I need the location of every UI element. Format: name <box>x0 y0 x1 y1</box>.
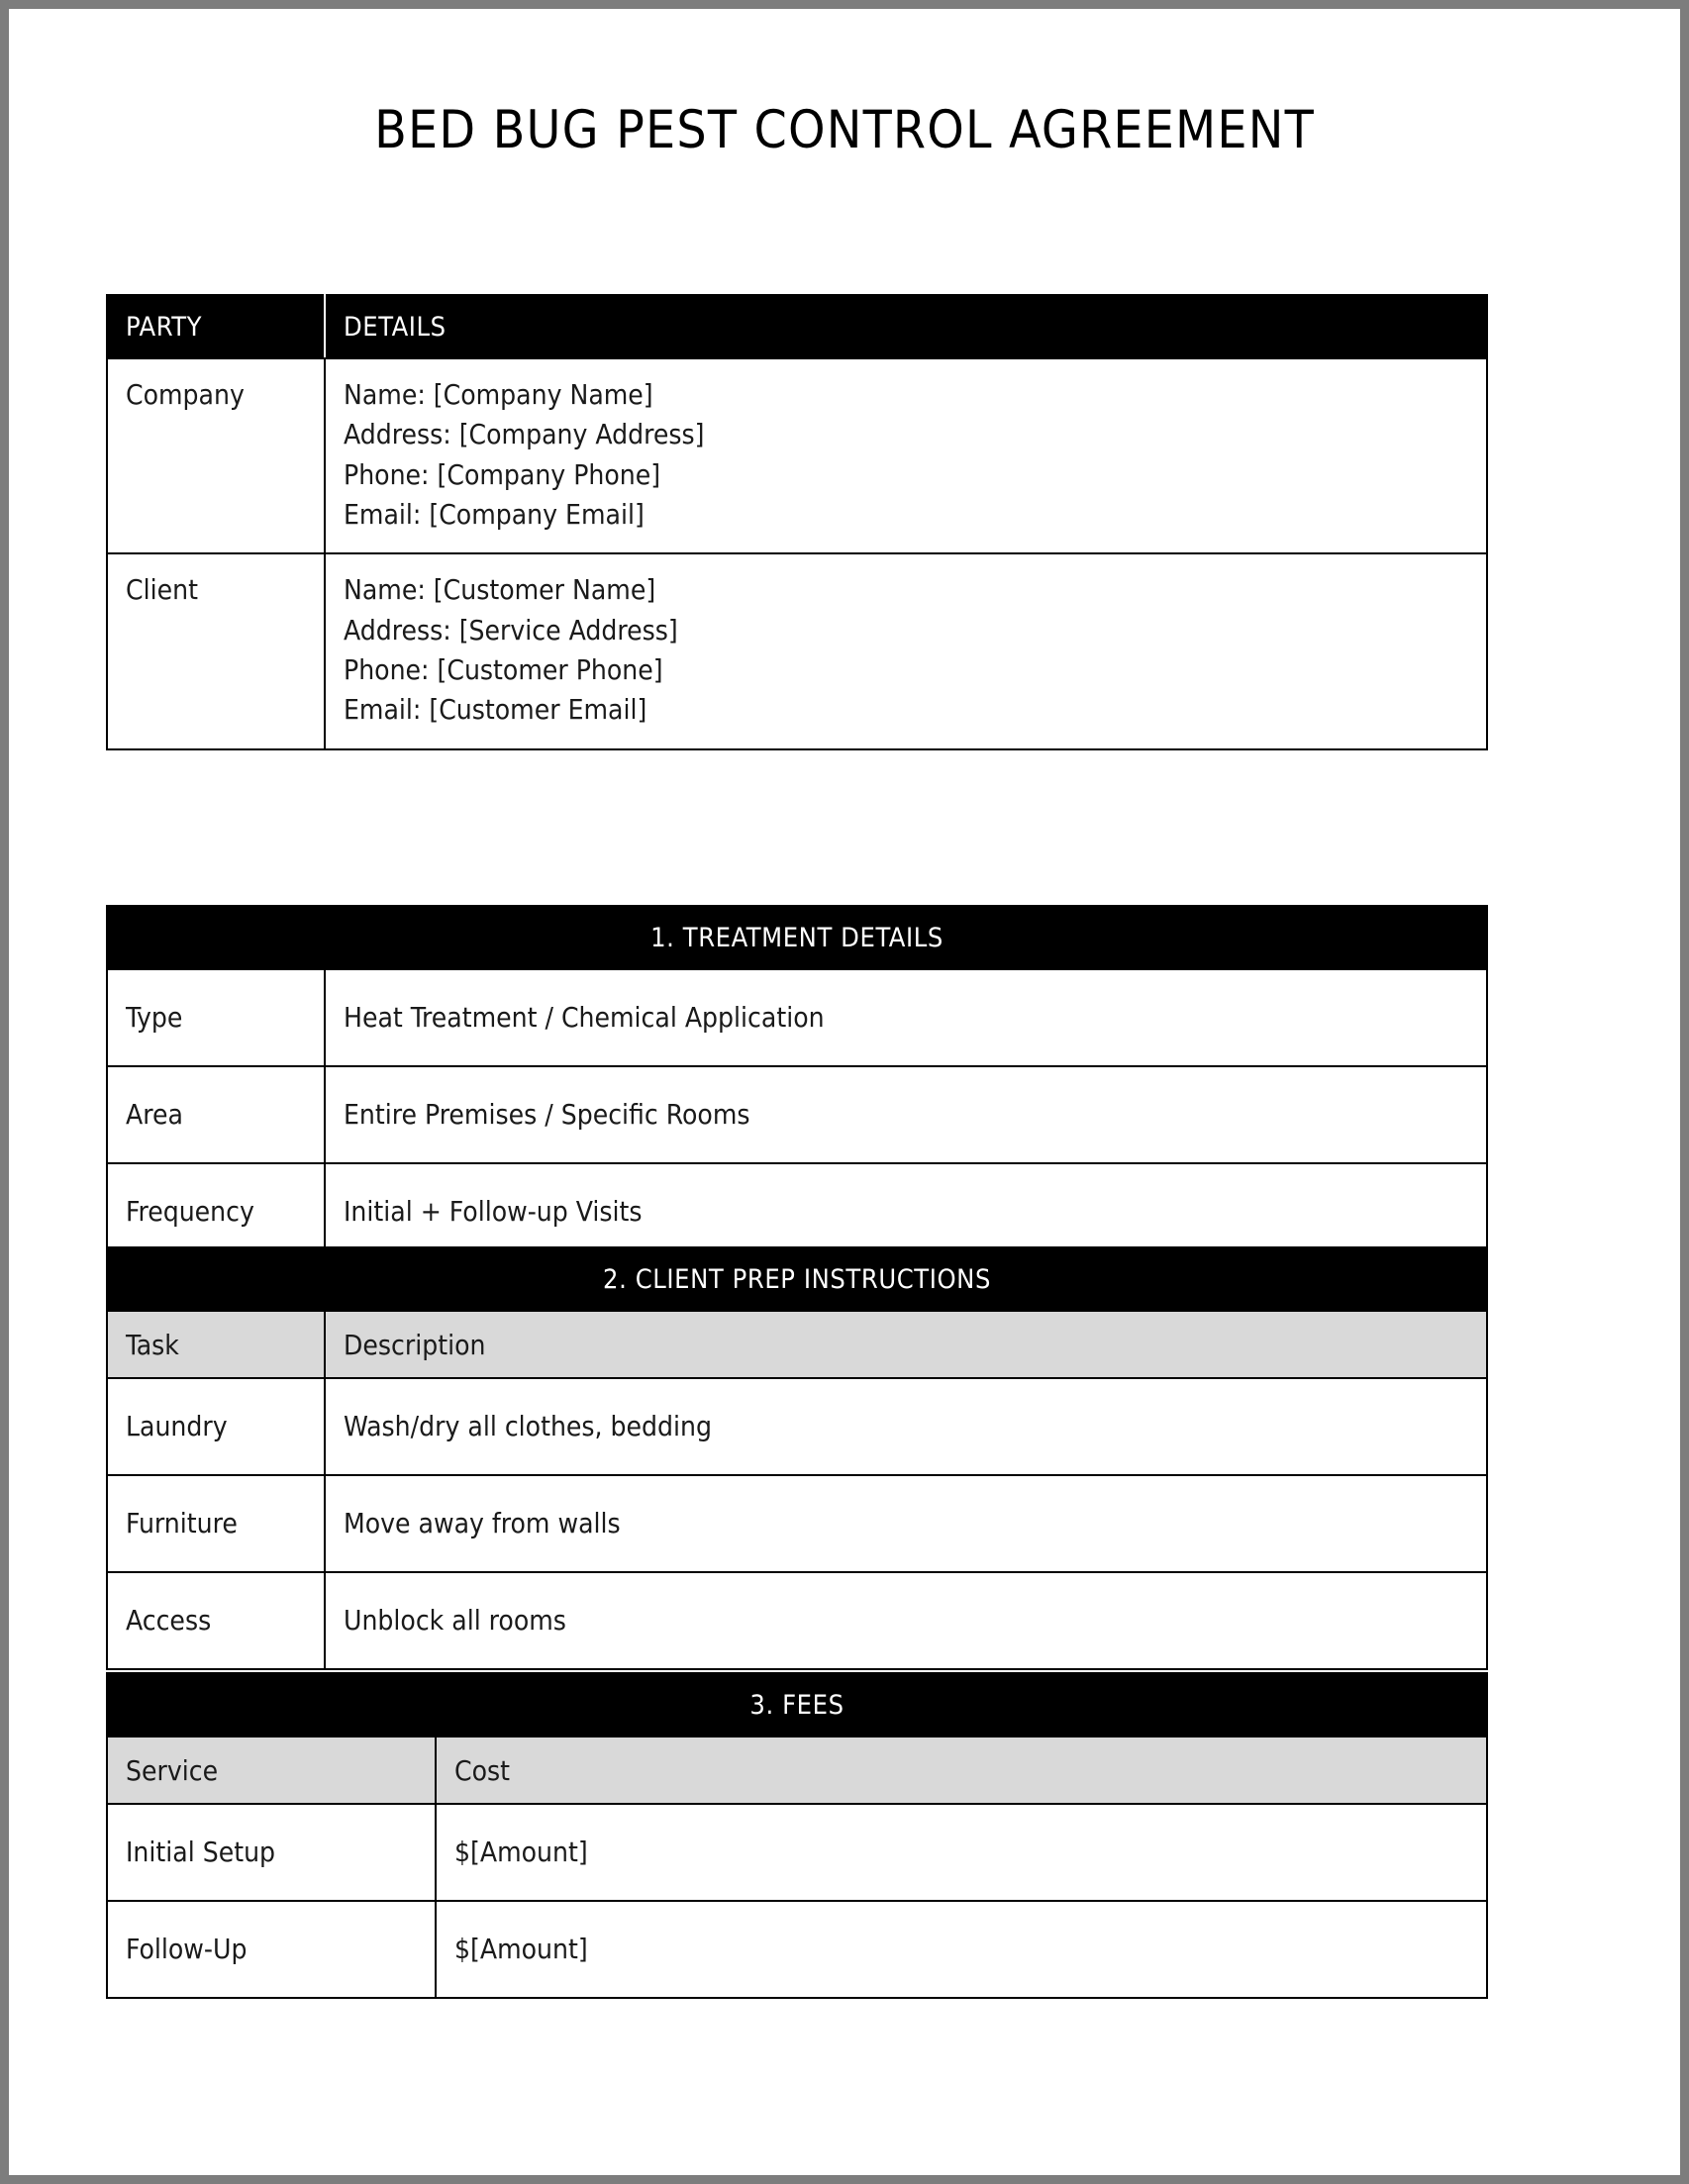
table-row <box>107 1572 1487 1669</box>
document-page <box>9 9 1680 2175</box>
column-header-party: PARTY <box>107 295 325 358</box>
prep-task-furniture: Furniture <box>107 1475 325 1572</box>
column-header-service: Service <box>107 1737 436 1804</box>
treatment-label-area: Area <box>107 1066 325 1163</box>
treatment-value-area: Entire Premises / Specific Rooms <box>325 1066 1487 1163</box>
fees-table <box>106 1672 1488 1999</box>
fee-cost-initial-setup: $[Amount] <box>436 1804 1487 1901</box>
section-title-fees: 3. FEES <box>107 1673 1487 1737</box>
column-header-details: DETAILS <box>325 295 1487 358</box>
table-row <box>107 1066 1487 1163</box>
company-address-line: Address: [Company Address] <box>344 418 705 451</box>
client-phone-line: Phone: [Customer Phone] <box>344 652 663 686</box>
parties-table <box>106 294 1488 750</box>
table-row <box>107 553 1487 748</box>
table-row <box>107 1804 1487 1901</box>
table-row <box>107 1378 1487 1475</box>
treatment-label-frequency: Frequency <box>107 1163 325 1260</box>
section-title-treatment-details: 1. TREATMENT DETAILS <box>107 906 1487 969</box>
party-details-company <box>325 358 1487 553</box>
column-header-description: Description <box>325 1311 1487 1378</box>
company-phone-line: Phone: [Company Phone] <box>344 457 661 491</box>
table-row <box>107 969 1487 1066</box>
prep-description-laundry: Wash/dry all clothes, bedding <box>325 1378 1487 1475</box>
prep-task-access: Access <box>107 1572 325 1669</box>
table-header-row <box>107 295 1487 358</box>
section-header-row <box>107 1673 1487 1737</box>
client-email-line: Email: [Customer Email] <box>344 693 647 727</box>
section-header-row <box>107 906 1487 969</box>
treatment-label-type: Type <box>107 969 325 1066</box>
section-header-row <box>107 1247 1487 1311</box>
treatment-value-type: Heat Treatment / Chemical Application <box>325 969 1487 1066</box>
client-name-line: Name: [Customer Name] <box>344 573 656 607</box>
company-name-line: Name: [Company Name] <box>344 378 653 411</box>
table-subheader-row <box>107 1737 1487 1804</box>
page-title: BED BUG PEST CONTROL AGREEMENT <box>374 100 1315 160</box>
treatment-value-frequency: Initial + Follow-up Visits <box>325 1163 1487 1260</box>
treatment-details-table <box>106 905 1488 1261</box>
party-label-company: Company <box>107 358 325 553</box>
fee-cost-follow-up: $[Amount] <box>436 1901 1487 1998</box>
column-header-cost: Cost <box>436 1737 1487 1804</box>
section-title-client-prep: 2. CLIENT PREP INSTRUCTIONS <box>107 1247 1487 1311</box>
client-address-line: Address: [Service Address] <box>344 613 678 646</box>
prep-description-access: Unblock all rooms <box>325 1572 1487 1669</box>
prep-task-laundry: Laundry <box>107 1378 325 1475</box>
column-header-task: Task <box>107 1311 325 1378</box>
table-row <box>107 358 1487 553</box>
fee-service-initial-setup: Initial Setup <box>107 1804 436 1901</box>
fee-service-follow-up: Follow-Up <box>107 1901 436 1998</box>
party-details-client <box>325 553 1487 748</box>
company-email-line: Email: [Company Email] <box>344 497 645 531</box>
client-prep-table <box>106 1246 1488 1670</box>
table-row <box>107 1901 1487 1998</box>
party-label-client: Client <box>107 553 325 748</box>
prep-description-furniture: Move away from walls <box>325 1475 1487 1572</box>
table-row <box>107 1475 1487 1572</box>
table-subheader-row <box>107 1311 1487 1378</box>
